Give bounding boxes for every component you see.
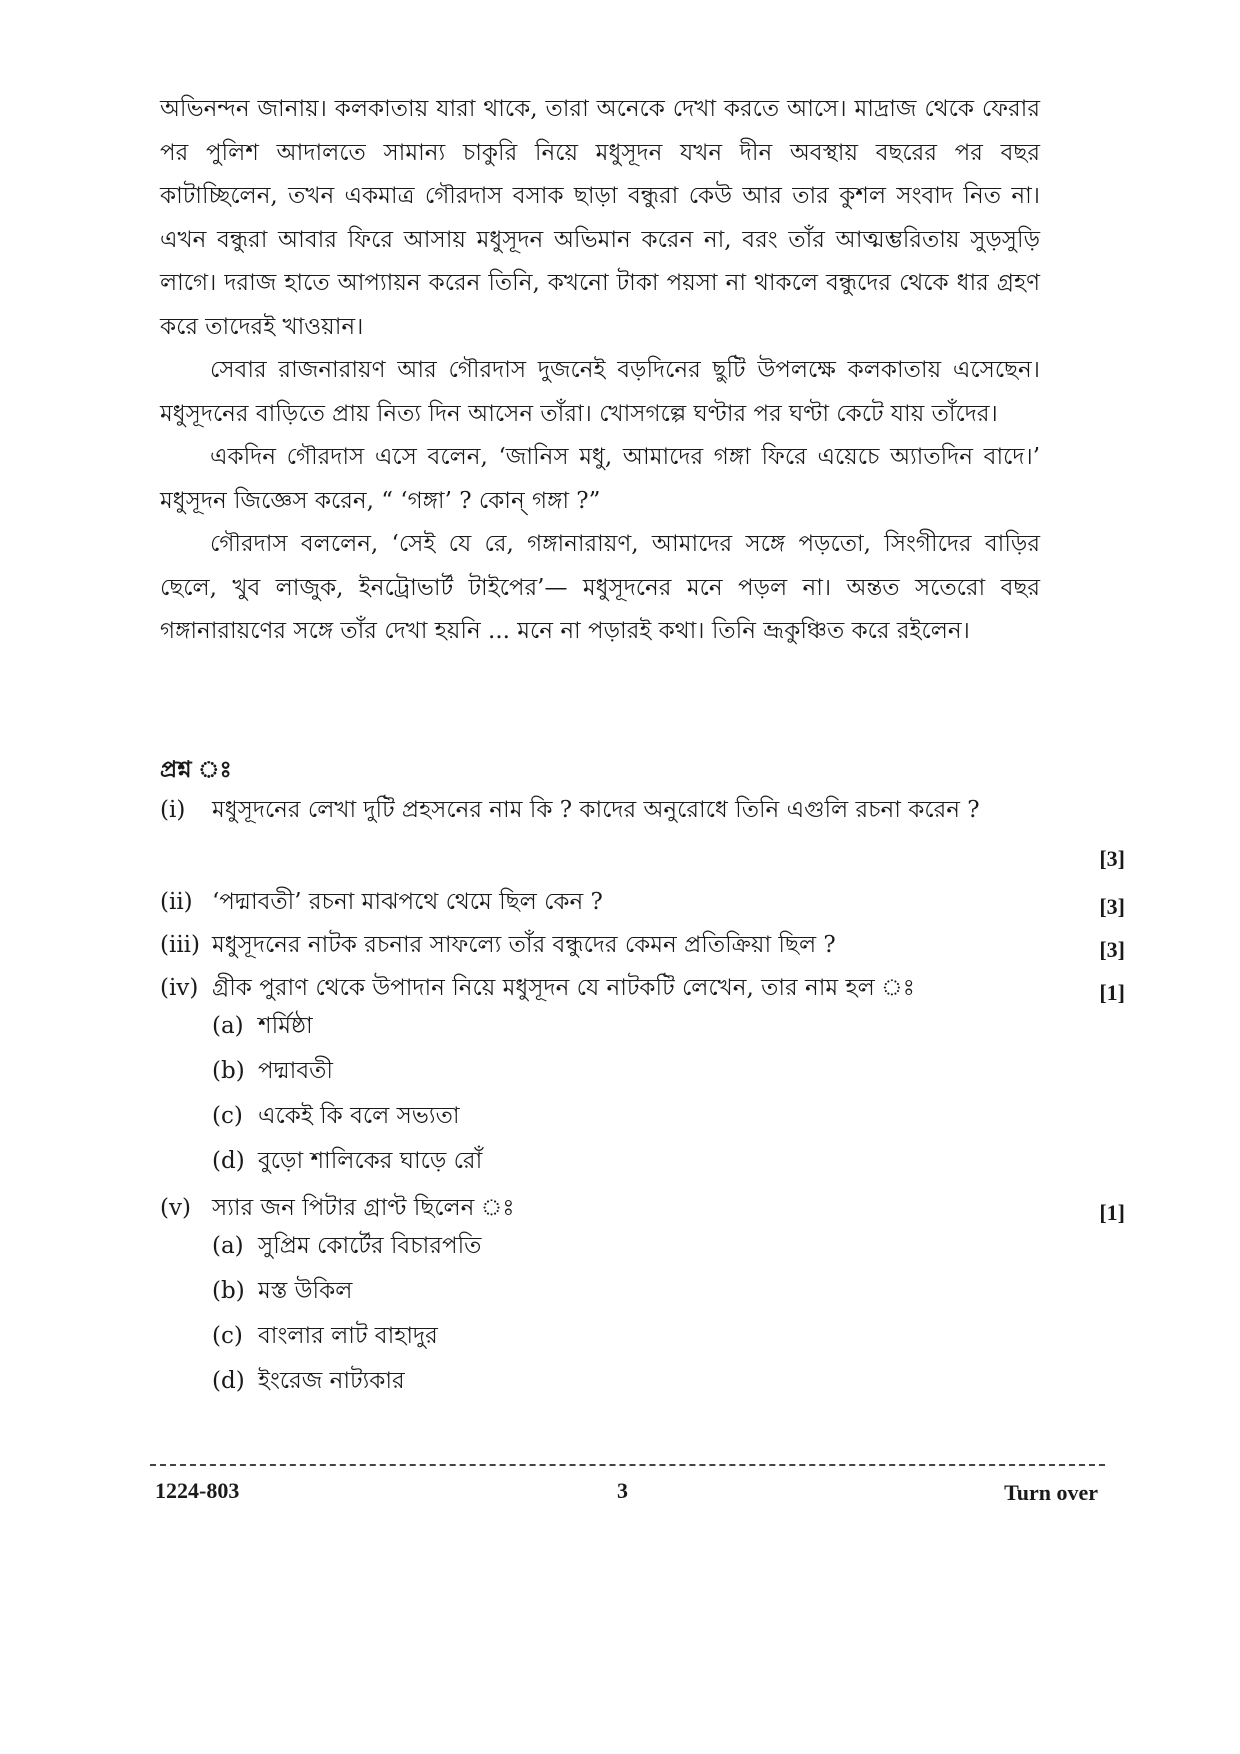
question-2 <box>160 882 1125 923</box>
passage-paragraph: গৌরদাস বললেন, ‘সেই যে রে, গঙ্গানারায়ণ, আমাদের সঙ্গে পড়তো, সিংগীদের বাড়ির ছেলে, খুব লাজুক, ইনট্রোভার্ট টাইপের’— মধুসূদনের মনে পড়ল না। অন্তত সতেরো বছর গঙ্গানারায়ণের সঙ্গে তাঁর দেখা হয়নি ... মনে না পড়ারই কথা। তিনি ভ্রূকুঞ্চিত করে রইলেন। <box>160 531 1040 644</box>
passage-paragraph: সেবার রাজনারায়ণ আর গৌরদাস দুজনেই বড়দিনের ছুটি উপলক্ষে কলকাতায় এসেছেন। মধুসূদনের বাড়িতে প্রায় নিত্য দিন আসেন তাঁরা। খোসগল্পে ঘণ্টার পর ঘণ্টা কেটে যায় তাঁদের। <box>160 357 1040 427</box>
question-4 <box>160 968 1125 1009</box>
question-4-options <box>212 1004 482 1184</box>
footer-divider <box>150 1464 1105 1466</box>
option: (d) বুড়ো শালিকের ঘাড়ে রোঁ <box>212 1148 483 1174</box>
question-marks: [3] <box>1099 846 1125 871</box>
option: (a) শর্মিষ্ঠা <box>212 1013 313 1039</box>
passage <box>160 88 1040 654</box>
question-text: ‘পদ্মাবতী’ রচনা মাঝপথে থেমে ছিল কেন ? <box>212 889 603 915</box>
questions-heading: প্রশ্ন ঃ <box>160 756 232 783</box>
option: (c) একেই কি বলে সভ্যতা <box>212 1103 460 1129</box>
question-number: (iii) <box>160 932 201 958</box>
question-number: (i) <box>160 797 186 823</box>
turn-over-label: Turn over <box>1004 1480 1098 1505</box>
paper-code: 1224-803 <box>155 1478 240 1503</box>
question-3 <box>160 925 1125 966</box>
question-text: গ্রীক পুরাণ থেকে উপাদান নিয়ে মধুসূদন যে নাটকটি লেখেন, তার নাম হল ঃ <box>212 975 915 1001</box>
option: (c) বাংলার লাট বাহাদুর <box>212 1323 438 1349</box>
page-number: 3 <box>617 1478 628 1503</box>
question-marks: [3] <box>1099 894 1125 919</box>
question-text: স্যার জন পিটার গ্রাণ্ট ছিলেন ঃ <box>212 1195 515 1221</box>
passage-paragraph: অভিনন্দন জানায়। কলকাতায় যারা থাকে, তারা অনেকে দেখা করতে আসে। মাদ্রাজ থেকে ফেরার পর পুলিশ আদালতে সামান্য চাকুরি নিয়ে মধুসূদন যখন দীন অবস্থায় বছরের পর বছর কাটাচ্ছিলেন, তখন একমাত্র গৌরদাস বসাক ছাড়া বন্ধুরা কেউ আর তার কুশল সংবাদ নিত না। এখন বন্ধুরা আবার ফিরে আসায় মধুসূদন অভিমান করেন না, বরং তাঁর আত্মম্ভরিতায় সুড়সুড়ি লাগে। দরাজ হাতে আপ্যায়ন করেন তিনি, কখনো টাকা পয়সা না থাকলে বন্ধুদের থেকে ধার গ্রহণ করে তাদেরই খাওয়ান। <box>160 96 1040 340</box>
question-1 <box>160 790 1125 871</box>
question-5-options <box>212 1224 481 1404</box>
question-marks: [1] <box>1099 980 1125 1005</box>
question-number: (v) <box>160 1195 191 1221</box>
question-number: (ii) <box>160 889 193 915</box>
question-marks: [1] <box>1099 1200 1125 1225</box>
question-text: মধুসূদনের লেখা দুটি প্রহসনের নাম কি ? কাদের অনুরোধে তিনি এগুলি রচনা করেন ? <box>212 797 980 823</box>
question-number: (iv) <box>160 975 199 1001</box>
option: (d) ইংরেজ নাট্যকার <box>212 1368 405 1394</box>
option: (b) পদ্মাবতী <box>212 1058 333 1084</box>
question-5 <box>160 1188 1125 1229</box>
option: (a) সুপ্রিম কোর্টের বিচারপতি <box>212 1233 482 1259</box>
question-marks: [3] <box>1099 937 1125 962</box>
question-text: মধুসূদনের নাটক রচনার সাফল্যে তাঁর বন্ধুদের কেমন প্রতিক্রিয়া ছিল ? <box>212 932 836 958</box>
passage-paragraph: একদিন গৌরদাস এসে বলেন, ‘জানিস মধু, আমাদের গঙ্গা ফিরে এয়েচে অ্যাতদিন বাদে।’ মধুসূদন জিজ্ঞেস করেন, “ ‘গঙ্গা’ ? কোন্ গঙ্গা ?” <box>160 444 1040 514</box>
option: (b) মস্ত উকিল <box>212 1278 353 1304</box>
